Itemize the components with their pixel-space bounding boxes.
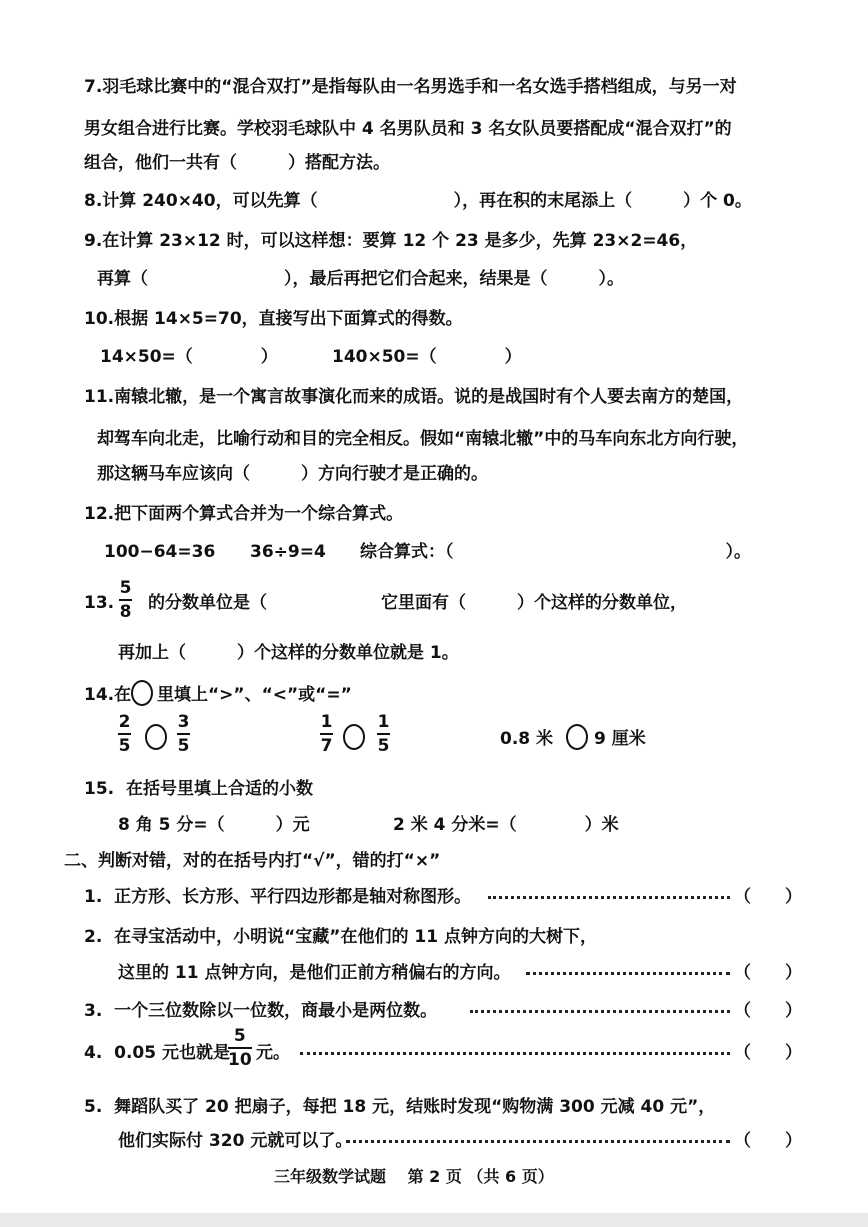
fraction-bar [377,733,390,735]
denominator: 5 [377,736,390,756]
q9-line2: 再算（ ），最后再把它们合起来，结果是（ ）。 [97,269,624,289]
q13-fraction-numerator: 5 [119,578,132,598]
compare-circle-icon[interactable] [343,724,365,750]
numerator: 2 [118,712,131,732]
q7-line3: 组合，他们一共有（ ）搭配方法。 [84,153,390,173]
fraction-bar [320,733,333,735]
judge-item-4-fraction [228,1026,252,1070]
judge-item-4-blank[interactable]: （ ） [734,1043,802,1063]
page-footer: 三年级数学试题 第 2 页 （共 6 页） [274,1167,554,1186]
q9-line1: 9.在计算 23×12 时，可以这样想：要算 12 个 23 是多少，先算 23×2=46， [84,231,698,251]
q10-answer-a: 14×50=（ ） [100,347,278,367]
q11-line3: 那这辆马车应该向（ ）方向行驶才是正确的。 [97,464,488,484]
q12-combined: 综合算式：（ ）。 [360,542,751,562]
q7-line1: 7.羽毛球比赛中的“混合双打”是指每队由一名男选手和一名女选手搭档组成，与另一对 [84,77,737,97]
q10-answer-b: 140×50=（ ） [332,347,522,367]
fraction-bar [119,599,132,601]
compare-circle-icon[interactable] [566,724,588,750]
numerator: 1 [377,712,390,732]
q12-eq1: 100−64=36 [104,542,216,562]
q13-fraction [119,578,132,622]
q11-line2: 却驾车向北走，比喻行动和目的完全相反。假如“南辕北辙”中的马车向东北方向行驶， [97,429,749,449]
q8-line1: 8.计算 240×40，可以先算（ ），再在积的末尾添上（ ）个 0。 [84,191,752,211]
judge-item-1: 1. 正方形、长方形、平行四边形都是轴对称图形。 [84,887,472,907]
compare-circle-icon[interactable] [145,724,167,750]
q14-suffix: 里填上“>”、“<”或“=” [157,685,352,705]
numerator: 5 [233,1026,246,1046]
judge-item-2-blank[interactable]: （ ） [734,963,802,983]
judge-item-5-blank[interactable]: （ ） [734,1131,802,1151]
dot-leader [346,1140,730,1143]
judge-item-3-blank[interactable]: （ ） [734,1001,802,1021]
dot-leader [488,896,730,899]
section2-title: 二、判断对错，对的在括号内打“√”，错的打“×” [64,851,441,871]
judge-item-5-cont: 他们实际付 320 元就可以了。 [118,1131,353,1151]
fraction-bar [177,733,190,735]
q10-line1: 10.根据 14×5=70，直接写出下面算式的得数。 [84,309,463,329]
denominator: 5 [118,736,131,756]
judge-item-2-cont: 这里的 11 点钟方向，是他们正前方稍偏右的方向。 [118,963,511,983]
q14-c3-right: 9 厘米 [594,729,646,749]
judge-item-1-blank[interactable]: （ ） [734,887,802,907]
q14-c2-right-fraction [377,712,390,756]
q14-c2-left-fraction [320,712,333,756]
fraction-bar [228,1047,252,1049]
compare-circle-icon [131,680,153,706]
scan-edge [0,1213,868,1227]
q15-answer-a: 8 角 5 分=（ ）元 [118,815,310,835]
q13-fraction-denominator: 8 [119,602,132,622]
denominator: 10 [228,1050,252,1070]
q12-eq2: 36÷9=4 [250,542,326,562]
judge-item-4-pre: 4. 0.05 元也就是 [84,1043,230,1063]
numerator: 1 [320,712,333,732]
judge-item-4-post: 元。 [256,1043,290,1063]
q13-line2: 再加上（ ）个这样的分数单位就是 1。 [118,643,459,663]
judge-item-2: 2. 在寻宝活动中，小明说“宝藏”在他们的 11 点钟方向的大树下， [84,927,597,947]
q13-text2: 它里面有（ ）个这样的分数单位， [381,593,687,613]
q13-number: 13. [84,593,115,613]
q14-c1-right-fraction [177,712,190,756]
q12-line1: 12.把下面两个算式合并为一个综合算式。 [84,504,404,524]
q7-line2: 男女组合进行比赛。学校羽毛球队中 4 名男队员和 3 名女队员要搭配成“混合双打”的 [84,119,732,139]
q14-c3-left: 0.8 米 [500,729,554,749]
judge-item-5: 5. 舞蹈队买了 20 把扇子，每把 18 元，结账时发现“购物满 300 元减 40 元”， [84,1097,716,1117]
q15-line1: 15. 在括号里填上合适的小数 [84,779,313,799]
judge-item-3: 3. 一个三位数除以一位数，商最小是两位数。 [84,1001,438,1021]
q11-line1: 11.南辕北辙，是一个寓言故事演化而来的成语。说的是战国时有个人要去南方的楚国， [84,387,744,407]
q15-answer-b: 2 米 4 分米=（ ）米 [393,815,619,835]
denominator: 5 [177,736,190,756]
q14-c1-left-fraction [118,712,131,756]
dot-leader [470,1010,730,1013]
dot-leader [526,972,730,975]
dot-leader [300,1052,730,1055]
denominator: 7 [320,736,333,756]
q13-text1: 的分数单位是（ [148,593,267,613]
q14-prefix: 14.在 [84,685,132,705]
fraction-bar [118,733,131,735]
numerator: 3 [177,712,190,732]
